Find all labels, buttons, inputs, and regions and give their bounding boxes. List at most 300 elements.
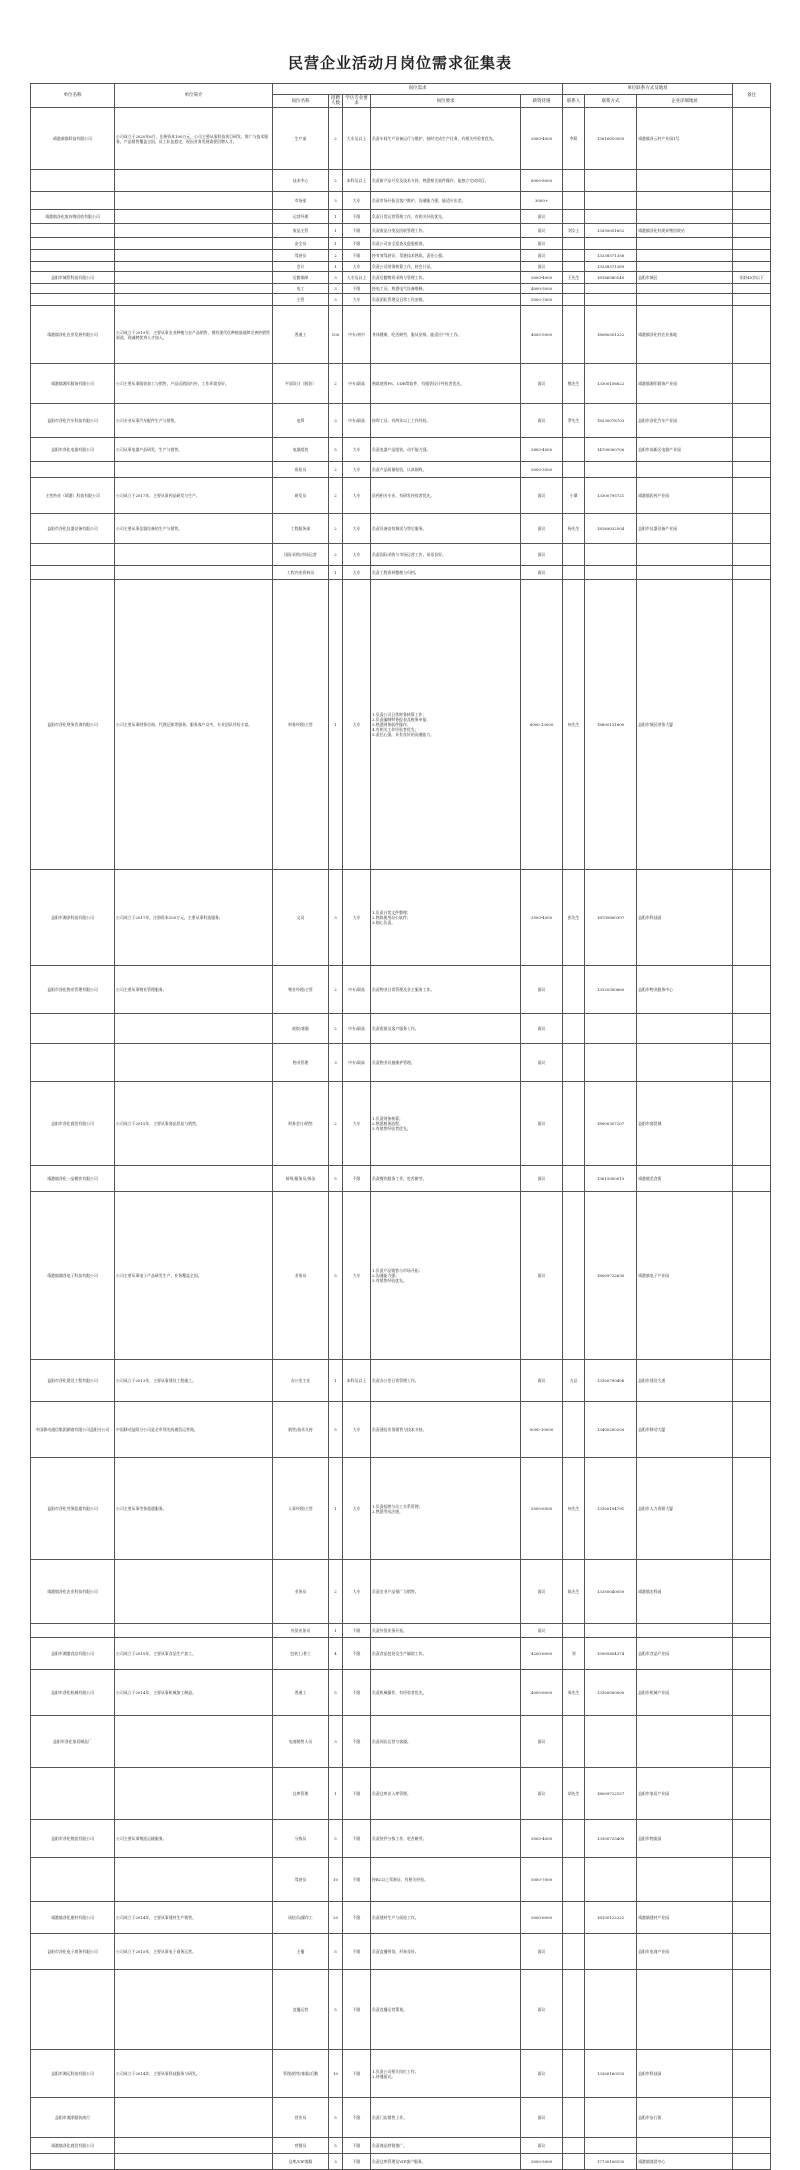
cell-intro: 公司成立于2015年，主要从事商品贸易与销售。	[115, 1082, 273, 1166]
table-row	[31, 1166, 771, 1192]
table-row	[31, 170, 771, 192]
cell-major: 大专	[343, 544, 371, 566]
cell-phone	[585, 294, 637, 306]
cell-position: 市场部	[273, 192, 329, 210]
cell-position: 安全员	[273, 238, 329, 250]
cell-count: 2	[329, 1560, 343, 1624]
cell-salary: 4000-5000	[521, 306, 563, 364]
cell-company: 益阳市净化电子商务有限公司	[31, 1934, 115, 1970]
cell-salary: 面议	[521, 1166, 563, 1192]
cell-phone: 18009722157	[585, 1768, 637, 1820]
cell-note	[733, 306, 771, 364]
cell-major: 中专/初中	[343, 306, 371, 364]
cell-count: 5	[329, 1670, 343, 1716]
cell-requirements: 1.负责产品销售与市场开拓； 2.沟通能力强； 3.有销售经验优先。	[371, 1192, 521, 1360]
cell-note	[733, 566, 771, 580]
cell-contact-person	[563, 2098, 585, 2138]
cell-salary: 面议	[521, 1624, 563, 1638]
cell-requirements: 持有效驾驶证，驾驶技术熟练，责任心强。	[371, 250, 521, 262]
header-phone: 联系方式	[585, 95, 637, 108]
cell-company	[31, 544, 115, 566]
cell-major: 本科及以上	[343, 1360, 371, 1402]
header-intro: 单位简介	[115, 84, 273, 108]
cell-contact-person	[563, 1192, 585, 1360]
cell-position: 研发员	[273, 478, 329, 514]
cell-requirements: 负责外贸业务开拓。	[371, 1624, 521, 1638]
cell-phone	[585, 1014, 637, 1044]
cell-major: 大专	[343, 514, 371, 544]
cell-requirements: 负责新产品开发及技术支持，熟悉相关软件操作，能独立完成项目。	[371, 170, 521, 192]
cell-company: 靖港镇净化一品餐饮有限公司	[31, 1166, 115, 1192]
cell-contact-person	[563, 438, 585, 462]
cell-address	[637, 566, 733, 580]
cell-note	[733, 1768, 771, 1820]
cell-company: 靖港镇净化农业科技有限公司	[31, 1560, 115, 1624]
cell-salary: 面议	[521, 1014, 563, 1044]
cell-phone: 18186580140	[585, 272, 637, 284]
cell-count: 2	[329, 514, 343, 544]
cell-position: 驾驶员	[273, 250, 329, 262]
cell-count: 3	[329, 2154, 343, 2170]
cell-major: 不限	[343, 1638, 371, 1670]
cell-count: 1	[329, 580, 343, 870]
cell-intro	[115, 250, 273, 262]
cell-contact-person	[563, 1934, 585, 1970]
cell-contact-person: 陈先生	[563, 1560, 585, 1624]
cell-intro	[115, 1014, 273, 1044]
cell-intro	[115, 1970, 273, 2050]
cell-company: 靖港镇净化废弃物回收有限公司	[31, 210, 115, 224]
cell-phone	[585, 2098, 637, 2138]
cell-contact-person	[563, 306, 585, 364]
cell-major: 大专	[343, 462, 371, 478]
cell-contact-person: 胡先生	[563, 1768, 585, 1820]
cell-position: 质检员	[273, 462, 329, 478]
table-row	[31, 1902, 771, 1934]
cell-salary: 3000-3500	[521, 462, 563, 478]
cell-phone: 13300795721	[585, 478, 637, 514]
cell-phone	[585, 566, 637, 580]
cell-position: 仓库/VIP客服	[273, 2154, 329, 2170]
cell-address: 益阳市物流园	[637, 1820, 733, 1858]
cell-requirements: 负责机械操作，有经验者优先。	[371, 1670, 521, 1716]
cell-note	[733, 478, 771, 514]
cell-company	[31, 250, 115, 262]
cell-count: 5	[329, 2138, 343, 2154]
cell-position: 主播	[273, 1934, 329, 1970]
cell-count: 4	[329, 1638, 343, 1670]
cell-major: 大专	[343, 294, 371, 306]
cell-salary: 面议	[521, 238, 563, 250]
cell-position: 营业员	[273, 2098, 329, 2138]
cell-company	[31, 294, 115, 306]
cell-note	[733, 1670, 771, 1716]
header-requirements: 岗位要求	[371, 95, 521, 108]
cell-requirements: 负责仓库出入库管理。	[371, 1768, 521, 1820]
cell-position: 运营经理	[273, 210, 329, 224]
cell-address: 靖港镇美食街	[637, 1166, 733, 1192]
cell-count: 1	[329, 1458, 343, 1560]
cell-address: 益阳市净化汽车产业园	[637, 404, 733, 438]
cell-note	[733, 1858, 771, 1902]
cell-company	[31, 1768, 115, 1820]
cell-address	[637, 1044, 733, 1082]
cell-phone: 18705800397	[585, 870, 637, 966]
cell-major: 不限	[343, 1768, 371, 1820]
table-row	[31, 224, 771, 238]
cell-contact-person: 方总	[563, 1360, 585, 1402]
cell-count: 1	[329, 224, 343, 238]
cell-count: 2	[329, 966, 343, 1014]
cell-count: 3	[329, 294, 343, 306]
cell-salary: 6000-8000	[521, 170, 563, 192]
header-row-1	[31, 84, 771, 95]
cell-phone: 18169032504	[585, 514, 637, 544]
cell-requirements: 负责公司财务核算工作，持会计证。	[371, 262, 521, 272]
table-row	[31, 966, 771, 1014]
cell-note	[733, 1624, 771, 1638]
cell-count: 2	[329, 478, 343, 514]
cell-contact-person: 刘	[563, 1638, 585, 1670]
table-row	[31, 192, 771, 210]
cell-count: 5	[329, 1192, 343, 1360]
cell-address	[637, 1970, 733, 2050]
cell-note	[733, 210, 771, 224]
cell-contact-person	[563, 192, 585, 210]
cell-intro	[115, 224, 273, 238]
cell-intro	[115, 2138, 273, 2154]
cell-requirements: 负责餐饮服务工作，吃苦耐劳。	[371, 1166, 521, 1192]
cell-salary: 面议	[521, 1360, 563, 1402]
cell-salary: 面议	[521, 1044, 563, 1082]
table-row	[31, 1768, 771, 1820]
cell-address	[637, 1716, 733, 1768]
cell-intro: 公司成立于2014年，主要从事建材生产销售。	[115, 1902, 273, 1934]
cell-major: 大专	[343, 1402, 371, 1458]
table-row	[31, 2154, 771, 2170]
cell-position: 物业管理	[273, 1044, 329, 1082]
cell-count: 3	[329, 192, 343, 210]
cell-note	[733, 1192, 771, 1360]
cell-contact-person	[563, 1970, 585, 2050]
cell-requirements: 负责公司安全巡查及隐患排查。	[371, 238, 521, 250]
cell-company	[31, 192, 115, 210]
cell-count: 1	[329, 262, 343, 272]
cell-phone: 13300790406	[585, 1360, 637, 1402]
cell-contact-person	[563, 2154, 585, 2170]
cell-note	[733, 108, 771, 170]
cell-requirements: 负责物业日常管理及业主服务工作。	[371, 966, 521, 1014]
table-row	[31, 2138, 771, 2154]
cell-salary: 面议	[521, 478, 563, 514]
cell-requirements: 负责市场开拓及客户维护，沟通能力强，能适应出差。	[371, 192, 521, 210]
cell-count: 2	[329, 250, 343, 262]
table-row	[31, 1670, 771, 1716]
cell-count: 1	[329, 1360, 343, 1402]
cell-count: 1	[329, 1624, 343, 1638]
cell-phone: 18800131600	[585, 580, 637, 870]
cell-position: 电商销售人员	[273, 1716, 329, 1768]
cell-intro: 公司成立于2017年，主要从事药品研发与生产。	[115, 478, 273, 514]
cell-count: 3	[329, 284, 343, 294]
cell-contact-person	[563, 170, 585, 192]
cell-major: 不限	[343, 238, 371, 250]
cell-note	[733, 192, 771, 210]
cell-address: 益阳市仪器设备产业园	[637, 514, 733, 544]
cell-major: 中专/职高	[343, 1014, 371, 1044]
cell-contact-person	[563, 1902, 585, 1934]
cell-position: 分拣员	[273, 1820, 329, 1858]
job-demand-table	[30, 83, 771, 2170]
cell-salary: 面议	[521, 1560, 563, 1624]
cell-address: 靖港镇净化村农业基地	[637, 306, 733, 364]
cell-position: 主管	[273, 294, 329, 306]
cell-salary: 3000-4000	[521, 1820, 563, 1858]
table-row	[31, 1360, 771, 1402]
cell-count: 3	[329, 404, 343, 438]
cell-count: 2	[329, 108, 343, 170]
cell-address: 益阳市城区	[637, 272, 733, 284]
cell-phone	[585, 170, 637, 192]
cell-intro	[115, 1858, 273, 1902]
cell-position: 文员	[273, 870, 329, 966]
header-contact-person: 联系人	[563, 95, 585, 108]
cell-intro: 公司主要从事财务咨询、代理记账等服务，服务客户众多，专业团队经验丰富。	[115, 580, 273, 870]
cell-note	[733, 1716, 771, 1768]
cell-intro	[115, 1560, 273, 1624]
cell-requirements: 负责后勤物资采购与管理工作。	[371, 272, 521, 284]
cell-count: 20	[329, 1902, 343, 1934]
cell-address: 益阳市步行街	[637, 2098, 733, 2138]
cell-salary: 3000-4000	[521, 272, 563, 284]
cell-salary: 3800-4500	[521, 438, 563, 462]
cell-address	[637, 462, 733, 478]
cell-company: 主营药业（靖港）科技有限公司	[31, 478, 115, 514]
cell-salary: 面议	[521, 250, 563, 262]
cell-contact-person	[563, 1014, 585, 1044]
cell-count: 3	[329, 1044, 343, 1082]
cell-position: 电器组装	[273, 438, 329, 462]
cell-count: 1	[329, 566, 343, 580]
cell-intro	[115, 566, 273, 580]
cell-position: 销售/技术支持	[273, 1402, 329, 1458]
cell-note	[733, 870, 771, 966]
cell-major: 不限	[343, 2050, 371, 2098]
cell-requirements: 负责收银及客户服务工作。	[371, 1014, 521, 1044]
table-row	[31, 364, 771, 404]
table-row	[31, 566, 771, 580]
cell-position: 收银/客服	[273, 1014, 329, 1044]
cell-phone	[585, 1970, 637, 2050]
cell-company: 益阳市净化机械有限公司	[31, 1670, 115, 1716]
cell-requirements: 负责直播带货，形象良好。	[371, 1934, 521, 1970]
cell-note	[733, 294, 771, 306]
cell-contact-person	[563, 1624, 585, 1638]
cell-intro	[115, 294, 273, 306]
cell-position: 厨师/服务员/保洁	[273, 1166, 329, 1192]
cell-requirements: 负责门店销售工作。	[371, 2098, 521, 2138]
page-title: 民营企业活动月岗位需求征集表	[287, 54, 512, 72]
cell-intro: 公司成立于2019年，主要从事农业种植与农产品销售，拥有现代化种植基地和完善的销售渠道，现诚聘优秀人才加入。	[115, 306, 273, 364]
cell-requirements: 负责国际采购与市场运营工作，英语良好。	[371, 544, 521, 566]
cell-company: 益阳市湘运科技有限公司	[31, 2050, 115, 2098]
cell-requirements: 身体健康，吃苦耐劳，服从安排，能适应户外工作。	[371, 306, 521, 364]
table-row	[31, 1820, 771, 1858]
table-row	[31, 306, 771, 364]
cell-requirements: 熟练使用PS、CDR等软件，有服装设计经验者优先。	[371, 364, 521, 404]
cell-major: 大专及以上	[343, 272, 371, 284]
cell-requirements: 持B2以上驾驶证，有相关经验。	[371, 1858, 521, 1902]
cell-phone: 18900307207	[585, 1082, 637, 1166]
cell-note	[733, 438, 771, 462]
cell-address: 益阳市高新区电器产业园	[637, 438, 733, 462]
cell-contact-person	[563, 250, 585, 262]
header-salary: 薪资待遇	[521, 95, 563, 108]
cell-contact-person	[563, 1858, 585, 1902]
cell-company	[31, 238, 115, 250]
cell-count: 1	[329, 238, 343, 250]
cell-requirements: 负责电器产品组装，动手能力强。	[371, 438, 521, 462]
cell-intro	[115, 238, 273, 250]
cell-company: 益阳市净化商贸有限公司	[31, 1082, 115, 1166]
cell-major: 不限	[343, 2154, 371, 2170]
cell-major: 大专	[343, 1192, 371, 1360]
cell-phone	[585, 1624, 637, 1638]
cell-count: 3	[329, 272, 343, 284]
cell-note	[733, 250, 771, 262]
cell-contact-person	[563, 2050, 585, 2098]
cell-note: 年龄45岁以下	[733, 272, 771, 284]
cell-contact-person	[563, 262, 585, 272]
cell-company: 益阳市净化汽车科技有限公司	[31, 404, 115, 438]
cell-count: 5	[329, 1934, 343, 1970]
table-row	[31, 1082, 771, 1166]
cell-intro: 公司主要从事电子产品研发生产，业务覆盖全国。	[115, 1192, 273, 1360]
header-contact-group: 单位联系方式及地址	[563, 84, 733, 95]
cell-address	[637, 544, 733, 566]
cell-company	[31, 1970, 115, 2050]
cell-intro	[115, 1716, 273, 1768]
cell-note	[733, 462, 771, 478]
cell-position: 平面设计（服装）	[273, 364, 329, 404]
cell-address: 益阳市科技园	[637, 2050, 733, 2098]
cell-major: 大专及以上	[343, 108, 371, 170]
cell-note	[733, 262, 771, 272]
cell-salary: 8000-13000	[521, 580, 563, 870]
cell-major: 大专	[343, 580, 371, 870]
table-row	[31, 1044, 771, 1082]
cell-company: 益阳市净化建设工程有限公司	[31, 1360, 115, 1402]
cell-phone	[585, 544, 637, 566]
cell-salary: 面议	[521, 2050, 563, 2098]
cell-company	[31, 566, 115, 580]
cell-contact-person: 何先生	[563, 1458, 585, 1560]
cell-address: 靖港镇医药产业园	[637, 478, 733, 514]
cell-major: 不限	[343, 1858, 371, 1902]
table-row	[31, 284, 771, 294]
cell-salary: 5000-10000	[521, 1402, 563, 1458]
table-row	[31, 478, 771, 514]
cell-intro	[115, 1166, 273, 1192]
cell-company	[31, 284, 115, 294]
cell-salary: 3000-6000	[521, 1902, 563, 1934]
cell-major: 不限	[343, 2138, 371, 2154]
cell-major: 不限	[343, 1902, 371, 1934]
cell-company: 益阳市净化物流有限公司	[31, 1820, 115, 1858]
cell-contact-person	[563, 294, 585, 306]
cell-phone	[585, 1044, 637, 1082]
cell-phone	[585, 192, 637, 210]
cell-note	[733, 224, 771, 238]
cell-salary: 面议	[521, 1716, 563, 1768]
cell-company: 靖港镇净化农业发展有限公司	[31, 306, 115, 364]
cell-phone: 13616010550	[585, 108, 637, 170]
cell-intro: 中国移动益阳分公司是全市领先的通信运营商。	[115, 1402, 273, 1458]
cell-major: 不限	[343, 284, 371, 294]
cell-intro: 公司主要从事劳务派遣服务。	[115, 1458, 273, 1560]
cell-requirements: 负责日常运营管理工作，有相关经验优先。	[371, 210, 521, 224]
cell-address	[637, 294, 733, 306]
cell-requirements: 负责食品包装及生产辅助工作。	[371, 1638, 521, 1670]
cell-contact-person	[563, 1082, 585, 1166]
cell-company	[31, 1858, 115, 1902]
table-row	[31, 1934, 771, 1970]
cell-phone: 13338571356	[585, 250, 637, 262]
cell-contact-person: 李莉	[563, 108, 585, 170]
cell-position: 办公室主任	[273, 1360, 329, 1402]
table-row	[31, 1624, 771, 1638]
cell-major: 中专/职高	[343, 364, 371, 404]
cell-contact-person	[563, 566, 585, 580]
cell-note	[733, 1458, 771, 1560]
cell-salary: 4000-6000	[521, 1670, 563, 1716]
cell-note	[733, 1970, 771, 2050]
cell-address: 靖港镇湘军服饰产业园	[637, 364, 733, 404]
cell-major: 大专	[343, 1560, 371, 1624]
cell-major: 不限	[343, 1716, 371, 1768]
cell-phone: 13300000000	[585, 1670, 637, 1716]
header-company: 单位名称	[31, 84, 115, 108]
table-row	[31, 462, 771, 478]
cell-company: 益阳市净化劳务派遣有限公司	[31, 1458, 115, 1560]
cell-salary: 5500-6500	[521, 1458, 563, 1560]
cell-note	[733, 1014, 771, 1044]
cell-note	[733, 364, 771, 404]
cell-note	[733, 966, 771, 1014]
cell-intro: 公司成立于2020年6月，注册资本100万元，公司主要从事科技项目研发、推广与技术服务，产品销售覆盖全国，员工队伍稳定，现因业务发展需要招聘人才。	[115, 108, 273, 170]
cell-intro	[115, 1768, 273, 1820]
cell-company: 益阳市城管科技有限公司	[31, 272, 115, 284]
cell-salary: 面议	[521, 2138, 563, 2154]
cell-address	[637, 262, 733, 272]
cell-position: 营销员	[273, 2138, 329, 2154]
cell-address: 益阳市家居产业园	[637, 1768, 733, 1820]
table-row	[31, 1638, 771, 1670]
cell-contact-person	[563, 210, 585, 224]
cell-count: 2	[329, 544, 343, 566]
cell-requirements: 持电工证，熟悉电气设备维修。	[371, 284, 521, 294]
cell-count: 5	[329, 1820, 343, 1858]
cell-company: 益阳市湘港食品有限公司	[31, 1638, 115, 1670]
cell-position: 国际采购/市场运营	[273, 544, 329, 566]
cell-major: 不限	[343, 250, 371, 262]
cell-major: 大专	[343, 438, 371, 462]
cell-major: 不限	[343, 1934, 371, 1970]
cell-salary: 4000-5000	[521, 284, 563, 294]
cell-address: 益阳市食品产业园	[637, 1638, 733, 1670]
cell-count: 5	[329, 1970, 343, 2050]
cell-salary: 面议	[521, 210, 563, 224]
